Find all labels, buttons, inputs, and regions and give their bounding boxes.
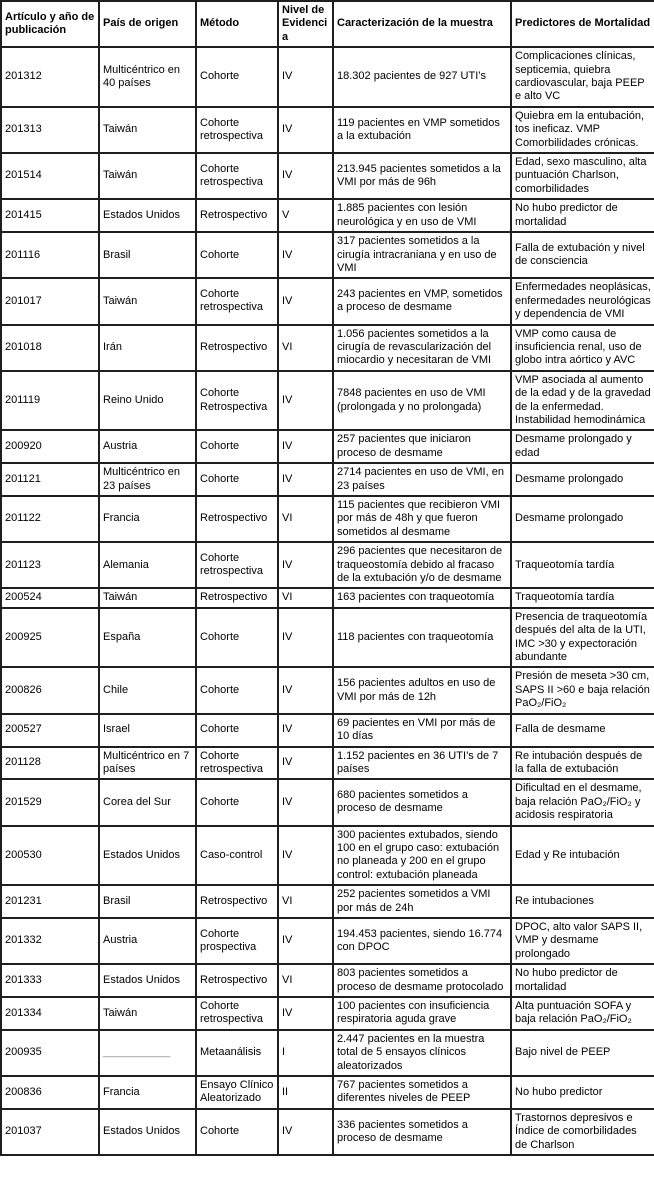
method-cell: Caso-control	[196, 826, 278, 886]
mortality-predictors-cell: Presión de meseta >30 cm, SAPS II >60 e baja relación PaO₂/FiO₂	[511, 667, 654, 713]
article-year-cell: 201231	[1, 885, 99, 918]
table-row	[1, 278, 654, 324]
mortality-predictors-cell: Enfermedades neoplásicas, enfermedades neurológicas y dependencia de VMI	[511, 278, 654, 324]
col-header-sample: Caracterización de la muestra	[333, 1, 511, 47]
table-row	[1, 107, 654, 153]
article-year-cell: 200920	[1, 430, 99, 463]
method-cell: Cohorte retrospectiva	[196, 542, 278, 588]
article-year-cell: 201312	[1, 47, 99, 107]
sample-cell: 680 pacientes sometidos a proceso de desmame	[333, 779, 511, 825]
country-cell: Taiwán	[99, 278, 196, 324]
evidence-level-cell: VI	[278, 496, 333, 542]
sample-cell: 163 pacientes con traqueotomía	[333, 588, 511, 607]
table-row	[1, 918, 654, 964]
country-cell: Estados Unidos	[99, 964, 196, 997]
evidence-level-cell: IV	[278, 714, 333, 747]
mortality-predictors-cell: Re intubación después de la falla de extubación	[511, 747, 654, 780]
evidence-level-cell: IV	[278, 667, 333, 713]
evidence-level-cell: IV	[278, 371, 333, 431]
col-header-mortality-predictors: Predictores de Mortalidad	[511, 1, 654, 47]
sample-cell: 317 pacientes sometidos a la cirugía intracraniana y en uso de VMI	[333, 232, 511, 278]
article-year-cell: 201123	[1, 542, 99, 588]
mortality-predictors-cell: Falla de extubación y nivel de consciencia	[511, 232, 654, 278]
country-cell: Multicéntrico en 7 países	[99, 747, 196, 780]
article-year-cell: 201122	[1, 496, 99, 542]
table-row	[1, 153, 654, 199]
table-body	[1, 47, 654, 1155]
evidence-level-cell: IV	[278, 232, 333, 278]
method-cell: Cohorte retrospectiva	[196, 153, 278, 199]
sample-cell: 803 pacientes sometidos a proceso de desmame protocolado	[333, 964, 511, 997]
evidence-level-cell: IV	[278, 608, 333, 668]
method-cell: Cohorte	[196, 667, 278, 713]
article-year-cell: 201415	[1, 199, 99, 232]
mortality-predictors-cell: Dificultad en el desmame, baja relación PaO₂/FiO₂ y acidosis respiratoria	[511, 779, 654, 825]
article-year-cell: 201017	[1, 278, 99, 324]
mortality-predictors-cell: No hubo predictor de mortalidad	[511, 964, 654, 997]
evidence-level-cell: IV	[278, 747, 333, 780]
method-cell: Retrospectivo	[196, 964, 278, 997]
country-cell: Estados Unidos	[99, 199, 196, 232]
article-year-cell: 201128	[1, 747, 99, 780]
table-row	[1, 714, 654, 747]
col-header-article-year: Artículo y año de publicación	[1, 1, 99, 47]
header-row	[1, 1, 654, 47]
table-row	[1, 964, 654, 997]
evidence-level-cell: VI	[278, 885, 333, 918]
evidence-level-cell: IV	[278, 463, 333, 496]
country-cell: Corea del Sur	[99, 779, 196, 825]
evidence-level-cell: IV	[278, 153, 333, 199]
country-cell: Israel	[99, 714, 196, 747]
table-row	[1, 779, 654, 825]
mortality-predictors-cell: Edad, sexo masculino, alta puntuación Charlson, comorbilidades	[511, 153, 654, 199]
article-year-cell: 201529	[1, 779, 99, 825]
evidence-level-cell: IV	[278, 542, 333, 588]
article-year-cell: 201332	[1, 918, 99, 964]
mortality-predictors-cell: Traqueotomía tardía	[511, 588, 654, 607]
method-cell: Cohorte retrospectiva	[196, 747, 278, 780]
mortality-predictors-cell: Desmame prolongado	[511, 496, 654, 542]
article-year-cell: 201116	[1, 232, 99, 278]
method-cell: Cohorte	[196, 608, 278, 668]
method-cell: Retrospectivo	[196, 496, 278, 542]
sample-cell: 7848 pacientes en uso de VMI (prolongada y no prolongada)	[333, 371, 511, 431]
table-row	[1, 496, 654, 542]
country-cell: Francia	[99, 496, 196, 542]
article-year-cell: 200925	[1, 608, 99, 668]
sample-cell: 257 pacientes que iniciaron proceso de desmame	[333, 430, 511, 463]
evidence-level-cell: I	[278, 1030, 333, 1076]
evidence-level-cell: VI	[278, 964, 333, 997]
country-cell: Taiwán	[99, 588, 196, 607]
method-cell: Metaanálisis	[196, 1030, 278, 1076]
mortality-predictors-cell: Desmame prolongado y edad	[511, 430, 654, 463]
mortality-predictors-cell: Edad y Re intubación	[511, 826, 654, 886]
table-row	[1, 667, 654, 713]
article-year-cell: 201018	[1, 325, 99, 371]
method-cell: Cohorte	[196, 714, 278, 747]
method-cell: Retrospectivo	[196, 199, 278, 232]
sample-cell: 243 pacientes en VMP, sometidos a proceso de desmame	[333, 278, 511, 324]
table-row	[1, 430, 654, 463]
sample-cell: 69 pacientes en VMI por más de 10 días	[333, 714, 511, 747]
mortality-predictors-cell: VMP asociada al aumento de la edad y de la gravedad de la enfermedad. Instabilidad hemodinámica	[511, 371, 654, 431]
evidence-level-cell: V	[278, 199, 333, 232]
country-cell: Multicéntrico en 23 países	[99, 463, 196, 496]
sample-cell: 115 pacientes que recibieron VMI por más de 48h y que fueron sometidos al desmame	[333, 496, 511, 542]
mortality-predictors-cell: Desmame prolongado	[511, 463, 654, 496]
method-cell: Cohorte	[196, 47, 278, 107]
table-row	[1, 463, 654, 496]
country-cell: Estados Unidos	[99, 826, 196, 886]
table-row	[1, 885, 654, 918]
mortality-predictors-cell: Alta puntuación SOFA y baja relación PaO₂/FiO₂	[511, 997, 654, 1030]
mortality-predictors-cell: Presencia de traqueotomía después del alta de la UTI, IMC >30 y expectoración abundante	[511, 608, 654, 668]
method-cell: Retrospectivo	[196, 325, 278, 371]
evidence-level-cell: IV	[278, 779, 333, 825]
method-cell: Cohorte retrospectiva	[196, 278, 278, 324]
table-row	[1, 47, 654, 107]
country-cell: Brasil	[99, 885, 196, 918]
article-year-cell: 201313	[1, 107, 99, 153]
method-cell: Ensayo Clínico Aleatorizado	[196, 1076, 278, 1109]
sample-cell: 1.885 pacientes con lesión neurológica y en uso de VMI	[333, 199, 511, 232]
evidence-level-cell: IV	[278, 826, 333, 886]
article-year-cell: 201119	[1, 371, 99, 431]
country-cell: España	[99, 608, 196, 668]
table-row	[1, 542, 654, 588]
sample-cell: 1.152 pacientes en 36 UTI’s de 7 países	[333, 747, 511, 780]
country-cell: ___________	[99, 1030, 196, 1076]
article-year-cell: 200530	[1, 826, 99, 886]
evidence-level-cell: VI	[278, 588, 333, 607]
table-row	[1, 1030, 654, 1076]
table-row	[1, 997, 654, 1030]
country-cell: Taiwán	[99, 153, 196, 199]
article-year-cell: 200527	[1, 714, 99, 747]
sample-cell: 252 pacientes sometidos a VMI por más de 24h	[333, 885, 511, 918]
mortality-predictors-cell: Quiebra em la entubación, tos ineficaz. VMP Comorbilidades crónicas.	[511, 107, 654, 153]
evidence-level-cell: IV	[278, 107, 333, 153]
table-row	[1, 325, 654, 371]
col-header-evidence-level: Nivel de Evidencia	[278, 1, 333, 47]
table-row	[1, 1109, 654, 1155]
mortality-predictors-cell: Complicaciones clínicas, septicemia, quiebra cardiovascular, baja PEEP e alto VC	[511, 47, 654, 107]
country-cell: Taiwán	[99, 997, 196, 1030]
sample-cell: 336 pacientes sometidos a proceso de desmame	[333, 1109, 511, 1155]
method-cell: Cohorte prospectiva	[196, 918, 278, 964]
sample-cell: 18.302 pacientes de 927 UTI’s	[333, 47, 511, 107]
mortality-predictors-cell: VMP como causa de insuficiencia renal, uso de globo intra aórtico y AVC	[511, 325, 654, 371]
mortality-predictors-cell: Traqueotomía tardía	[511, 542, 654, 588]
country-cell: Irán	[99, 325, 196, 371]
method-cell: Cohorte	[196, 463, 278, 496]
article-year-cell: 200836	[1, 1076, 99, 1109]
article-year-cell: 201514	[1, 153, 99, 199]
country-cell: Austria	[99, 918, 196, 964]
table-row	[1, 1076, 654, 1109]
table-row	[1, 747, 654, 780]
mortality-predictors-cell: Trastornos depresivos e Índice de comorbilidades de Charlson	[511, 1109, 654, 1155]
article-year-cell: 200524	[1, 588, 99, 607]
country-cell: Taiwán	[99, 107, 196, 153]
col-header-method: Método	[196, 1, 278, 47]
mortality-predictors-cell: No hubo predictor	[511, 1076, 654, 1109]
evidence-level-cell: IV	[278, 1109, 333, 1155]
sample-cell: 1.056 pacientes sometidos a la cirugía de revascularización del miocardio y necesitaran de VMI	[333, 325, 511, 371]
country-cell: Multicéntrico en 40 países	[99, 47, 196, 107]
sample-cell: 767 pacientes sometidos a diferentes niveles de PEEP	[333, 1076, 511, 1109]
country-cell: Francia	[99, 1076, 196, 1109]
sample-cell: 100 pacientes con insuficiencia respiratoria aguda grave	[333, 997, 511, 1030]
evidence-level-cell: IV	[278, 997, 333, 1030]
sample-cell: 119 pacientes en VMP sometidos a la extubación	[333, 107, 511, 153]
method-cell: Cohorte retrospectiva	[196, 997, 278, 1030]
sample-cell: 194.453 pacientes, siendo 16.774 con DPOC	[333, 918, 511, 964]
mortality-predictors-cell: Bajo nivel de PEEP	[511, 1030, 654, 1076]
sample-cell: 296 pacientes que necesitaron de traqueostomía debido al fracaso de la extubación y/o de desmame	[333, 542, 511, 588]
method-cell: Cohorte	[196, 779, 278, 825]
method-cell: Cohorte	[196, 232, 278, 278]
evidence-level-cell: IV	[278, 47, 333, 107]
evidence-level-cell: IV	[278, 278, 333, 324]
sample-cell: 300 pacientes extubados, siendo 100 en el grupo caso: extubación no planeada y 200 en el grupo control: extubación planeada	[333, 826, 511, 886]
article-year-cell: 201121	[1, 463, 99, 496]
article-year-cell: 201334	[1, 997, 99, 1030]
evidence-level-cell: II	[278, 1076, 333, 1109]
method-cell: Cohorte retrospectiva	[196, 107, 278, 153]
method-cell: Cohorte	[196, 1109, 278, 1155]
country-cell: Austria	[99, 430, 196, 463]
article-year-cell: 201037	[1, 1109, 99, 1155]
article-year-cell: 200935	[1, 1030, 99, 1076]
method-cell: Retrospectivo	[196, 588, 278, 607]
country-cell: Reino Unido	[99, 371, 196, 431]
country-cell: Alemania	[99, 542, 196, 588]
country-cell: Chile	[99, 667, 196, 713]
table-row	[1, 232, 654, 278]
evidence-level-cell: VI	[278, 325, 333, 371]
col-header-country: País de origen	[99, 1, 196, 47]
mortality-predictors-cell: Falla de desmame	[511, 714, 654, 747]
mortality-predictors-cell: Re intubaciones	[511, 885, 654, 918]
sample-cell: 2714 pacientes en uso de VMI, en 23 países	[333, 463, 511, 496]
sample-cell: 213.945 pacientes sometidos a la VMI por más de 96h	[333, 153, 511, 199]
country-cell: Estados Unidos	[99, 1109, 196, 1155]
mortality-predictors-cell: No hubo predictor de mortalidad	[511, 199, 654, 232]
table-row	[1, 199, 654, 232]
sample-cell: 2.447 pacientes en la muestra total de 5 ensayos clínicos aleatorizados	[333, 1030, 511, 1076]
article-year-cell: 201333	[1, 964, 99, 997]
method-cell: Retrospectivo	[196, 885, 278, 918]
table-row	[1, 371, 654, 431]
method-cell: Cohorte Retrospectiva	[196, 371, 278, 431]
article-year-cell: 200826	[1, 667, 99, 713]
evidence-level-cell: IV	[278, 430, 333, 463]
country-cell: Brasil	[99, 232, 196, 278]
table-row	[1, 588, 654, 607]
method-cell: Cohorte	[196, 430, 278, 463]
sample-cell: 156 pacientes adultos en uso de VMI por más de 12h	[333, 667, 511, 713]
mortality-predictors-cell: DPOC, alto valor SAPS II, VMP y desmame prolongado	[511, 918, 654, 964]
sample-cell: 118 pacientes con traqueotomía	[333, 608, 511, 668]
table-row	[1, 608, 654, 668]
evidence-level-cell: IV	[278, 918, 333, 964]
table-row	[1, 826, 654, 886]
